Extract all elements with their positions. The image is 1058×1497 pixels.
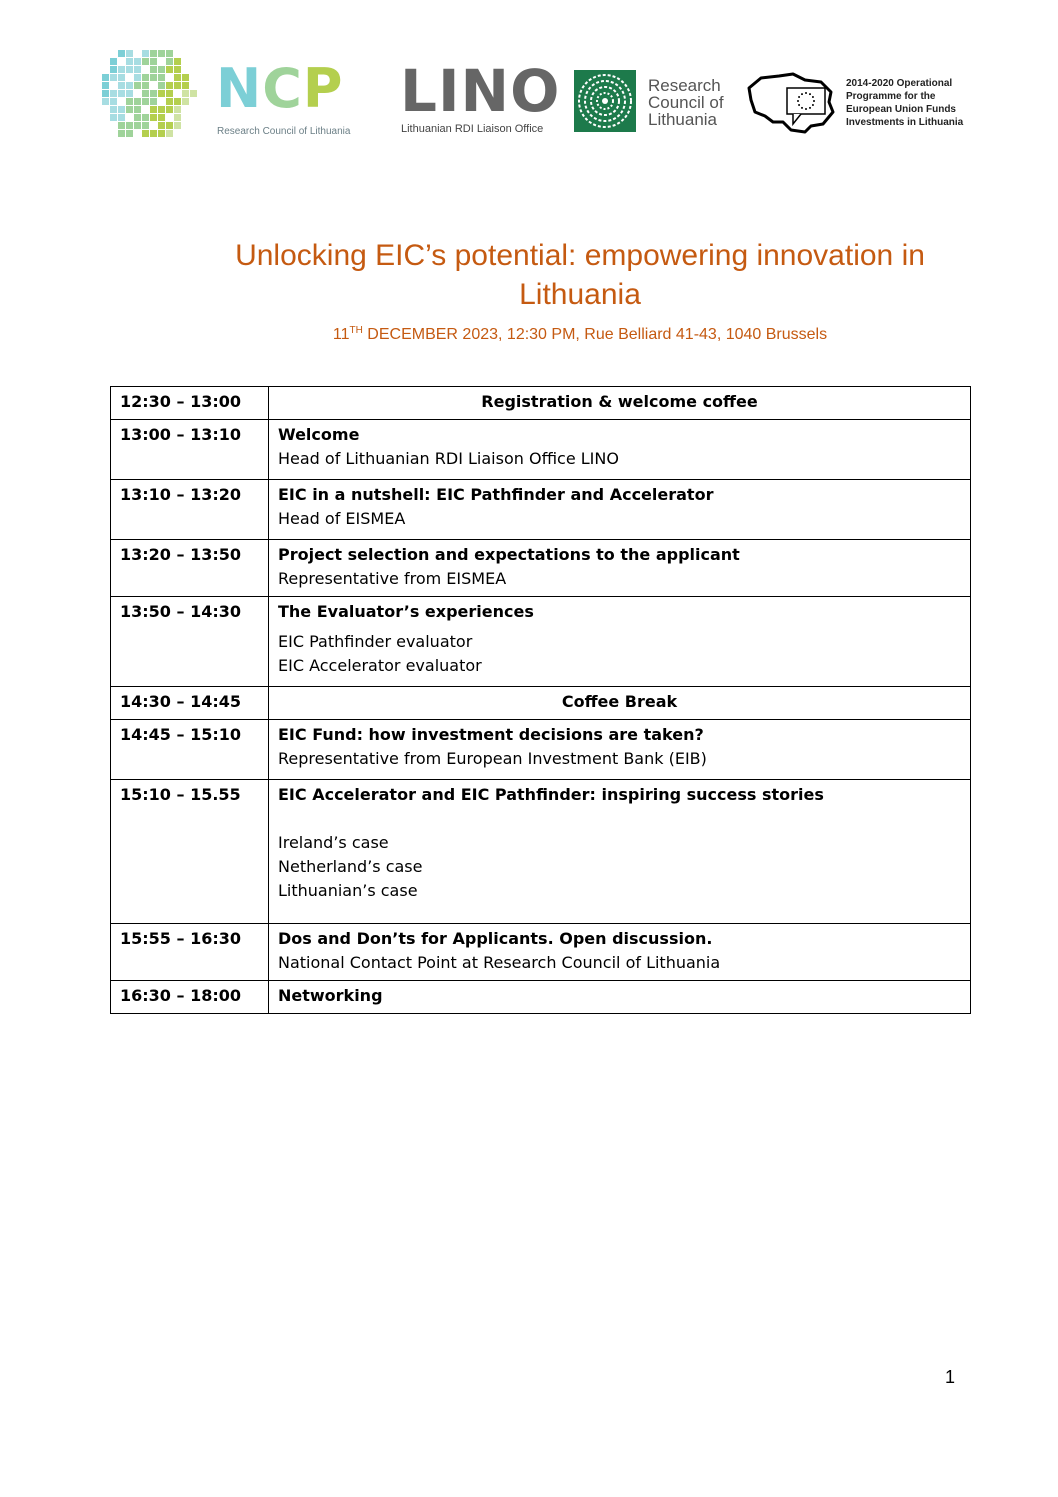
agenda-speaker: Lithuanian’s case — [278, 881, 418, 900]
agenda-time: 12:30 – 13:00 — [111, 387, 269, 420]
agenda-title: Dos and Don’ts for Applicants. Open discussion. — [278, 929, 713, 948]
agenda-title: Coffee Break — [269, 687, 971, 720]
agenda-row — [111, 924, 971, 981]
operational-programme-text: 2014-2020 Operational Programme for the European Union Funds Investments in Lithuania — [846, 78, 964, 128]
event-date-rest: DECEMBER 2023, 12:30 PM, Rue Belliard 41-43, 1040 Brussels — [362, 326, 828, 343]
agenda-title: EIC Accelerator and EIC Pathfinder: inspiring success stories — [278, 785, 824, 804]
agenda-row — [111, 420, 971, 480]
agenda-time: 13:50 – 14:30 — [111, 597, 269, 687]
lithuania-map-eu-flag-icon — [745, 72, 837, 134]
research-council-logo — [574, 70, 734, 134]
page-number: 1 — [945, 1367, 956, 1387]
event-title-line-2: Lithuania — [519, 278, 641, 311]
lino-subtitle: Lithuanian RDI Liaison Office — [401, 123, 544, 135]
agenda-speaker: Head of EISMEA — [278, 509, 406, 528]
agenda-time: 15:10 – 15.55 — [111, 780, 269, 924]
event-day: 11 — [332, 326, 350, 343]
lino-wordmark: LINO — [400, 57, 561, 125]
agenda-speaker: National Contact Point at Research Council of Lithuania — [278, 953, 721, 972]
agenda-speaker: Representative from European Investment Bank (EIB) — [278, 749, 707, 768]
ncp-pixel-icon — [92, 48, 202, 140]
agenda-session — [269, 597, 971, 687]
event-title — [200, 236, 960, 314]
operational-programme-logo — [745, 72, 970, 136]
agenda-title: Welcome — [278, 425, 360, 444]
research-council-text: Research Council of Lithuania — [648, 76, 724, 129]
agenda-title: The Evaluator’s experiences — [278, 602, 534, 621]
agenda-row — [111, 981, 971, 1014]
agenda-row — [111, 780, 971, 924]
agenda-speaker: Head of Lithuanian RDI Liaison Office LINO — [278, 449, 619, 468]
agenda-time: 14:30 – 14:45 — [111, 687, 269, 720]
agenda-row — [111, 480, 971, 540]
logo-bar — [90, 44, 970, 144]
agenda-session — [269, 480, 971, 540]
agenda-row — [111, 540, 971, 597]
agenda-time: 16:30 – 18:00 — [111, 981, 269, 1014]
agenda-title: EIC Fund: how investment decisions are taken? — [278, 725, 704, 744]
agenda-speaker: EIC Accelerator evaluator — [278, 656, 482, 675]
event-date-location — [200, 325, 960, 344]
agenda-table — [110, 386, 971, 1014]
agenda-speaker: Netherland’s case — [278, 857, 423, 876]
agenda-session — [269, 720, 971, 780]
agenda-title: Networking — [269, 981, 971, 1014]
research-council-emblem-icon — [574, 70, 636, 132]
agenda-row — [111, 597, 971, 687]
agenda-title: EIC in a nutshell: EIC Pathfinder and Accelerator — [278, 485, 714, 504]
agenda-speaker: Representative from EISMEA — [278, 569, 507, 588]
agenda-session — [269, 780, 971, 924]
agenda-time: 13:20 – 13:50 — [111, 540, 269, 597]
agenda-session — [269, 924, 971, 981]
agenda-spacer — [278, 807, 961, 831]
agenda-speaker: EIC Pathfinder evaluator — [278, 632, 473, 651]
ncp-subtitle: Research Council of Lithuania — [217, 126, 351, 137]
agenda-title: Project selection and expectations to the applicant — [278, 545, 740, 564]
agenda-row — [111, 687, 971, 720]
agenda-time: 14:45 – 15:10 — [111, 720, 269, 780]
agenda-speaker: Ireland’s case — [278, 833, 389, 852]
agenda-time: 15:55 – 16:30 — [111, 924, 269, 981]
agenda-title: Registration & welcome coffee — [269, 387, 971, 420]
ncp-wordmark: NCP — [216, 57, 344, 120]
agenda-time: 13:00 – 13:10 — [111, 420, 269, 480]
agenda-time: 13:10 – 13:20 — [111, 480, 269, 540]
agenda-session — [269, 420, 971, 480]
event-title-line-1: Unlocking EIC’s potential: empowering innovation in — [235, 239, 925, 272]
event-day-ordinal: TH — [349, 325, 363, 336]
ncp-logo — [90, 44, 355, 144]
lino-logo — [400, 44, 560, 144]
agenda-row — [111, 387, 971, 420]
agenda-session — [269, 540, 971, 597]
agenda-row — [111, 720, 971, 780]
